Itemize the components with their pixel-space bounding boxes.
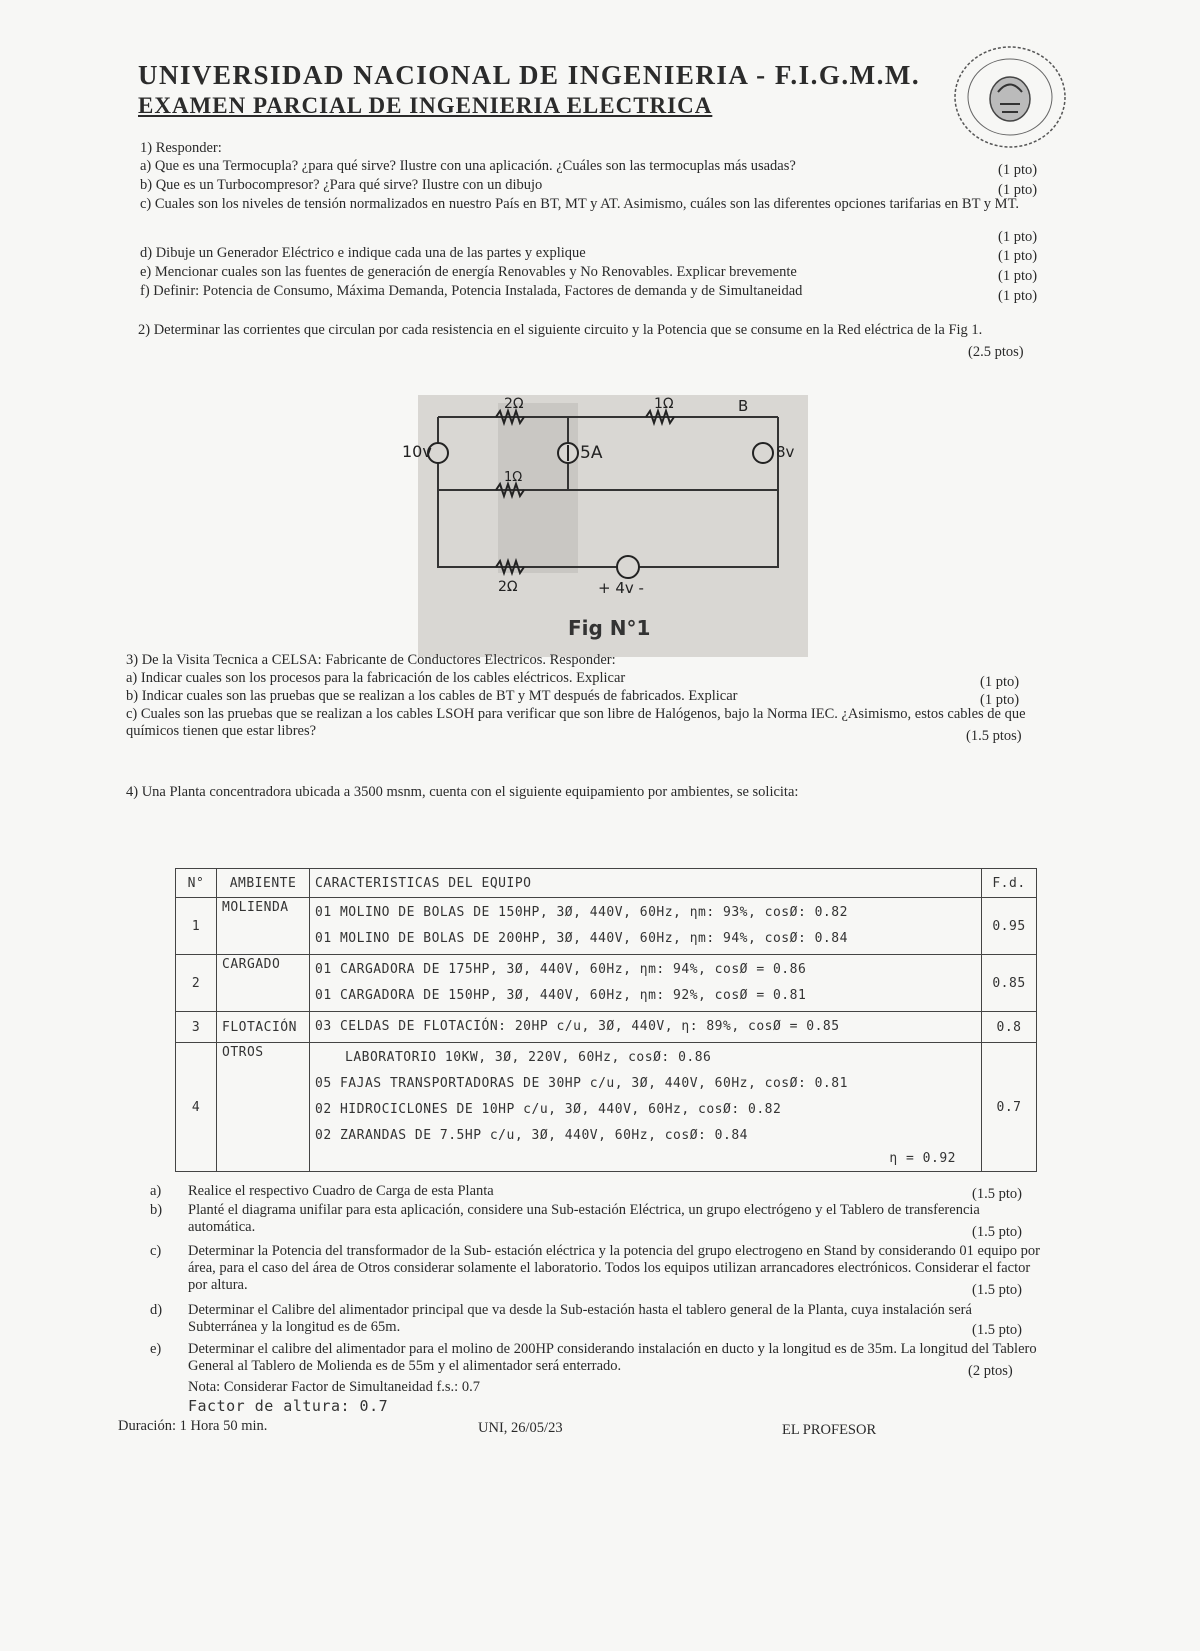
col-header-n: N°: [176, 869, 217, 898]
q3-points-a: (1 pto): [980, 674, 1020, 690]
row-equipos: [310, 1043, 982, 1172]
q3-item-c: c) Cuales son las pruebas que se realizan a los cables LSOH para verificar que son libre de Halógenos, bajo la Norma IEC. ¿Asimismo, estos cables de que químicos tienen que estar libres?: [126, 706, 1026, 739]
handwritten-altitude-factor: Factor de altura: 0.7: [188, 1397, 389, 1415]
equipment-table: [175, 868, 1037, 1172]
label-r-middle: 1Ω: [504, 470, 523, 485]
voltage-source-right: [753, 443, 773, 463]
row-number: 3: [176, 1012, 217, 1043]
equipment-line: LABORATORIO 10KW, 3Ø, 220V, 60Hz, cosØ: 0.86: [345, 1050, 712, 1065]
q4-label-b: b): [150, 1202, 163, 1218]
q4-points-d: (1.5 pto): [972, 1322, 1022, 1338]
q4-points-a: (1.5 pto): [972, 1186, 1022, 1202]
q1-item-b: b) Que es un Turbocompresor? ¿Para qué sirve? Ilustre con un dibujo: [140, 177, 543, 193]
row-fd: 0.8: [982, 1012, 1037, 1043]
q1-item-a: a) Que es una Termocupla? ¿para qué sirve? Ilustre con una aplicación. ¿Cuáles son las termocuplas más usadas?: [140, 158, 796, 174]
row-ambiente: MOLIENDA: [217, 898, 310, 955]
equipment-line: 02 HIDROCICLONES DE 10HP c/u, 3Ø, 440V, 60Hz, cosØ: 0.82: [315, 1102, 782, 1117]
row-number: 1: [176, 898, 217, 955]
label-r-top-right: 1Ω: [654, 396, 674, 412]
q3-item-a: a) Indicar cuales son los procesos para la fabricación de los cables eléctricos. Explicar: [126, 670, 626, 686]
exam-date: UNI, 26/05/23: [478, 1420, 563, 1436]
label-v-right: 8v: [776, 443, 795, 461]
col-header-ambiente: AMBIENTE: [217, 869, 310, 898]
label-r-bottom: 2Ω: [498, 579, 518, 595]
row-equipos: [310, 955, 982, 1012]
figure-caption: Fig N°1: [568, 616, 651, 640]
q1-item-c: c) Cuales son los niveles de tensión normalizados en nuestro País en BT, MT y AT. Asimismo, cuáles son las diferentes opciones tarifarias en BT y MT.: [140, 196, 1019, 212]
q4-label-a: a): [150, 1183, 162, 1199]
label-r-top-left: 2Ω: [504, 396, 524, 412]
row-number: 4: [176, 1043, 217, 1172]
q4-points-c: (1.5 pto): [972, 1282, 1022, 1298]
equipment-line: 05 FAJAS TRANSPORTADORAS DE 30HP c/u, 3Ø, 440V, 60Hz, cosØ: 0.81: [315, 1076, 848, 1091]
q3-points-b: (1 pto): [980, 692, 1020, 708]
q4-item-a: Realice el respectivo Cuadro de Carga de esta Planta: [188, 1183, 494, 1199]
q4-item-e: Determinar el calibre del alimentador para el molino de 200HP considerando instalación en ducto y la longitud es de 35m. La longitud del Tablero General al Tablero de Molienda es de 55m y el alimentador será enterrado.: [188, 1341, 1037, 1374]
q2-text: 2) Determinar las corrientes que circulan por cada resistencia en el siguiente circuito y la Potencia que se consume en la Red eléctrica de la Fig 1.: [138, 322, 983, 338]
q4-item-c: Determinar la Potencia del transformador de la Sub- estación eléctrica y la potencia del grupo electrogeno en Stand by considerando 01 equipo por área, para el caso del área de Otros considerar solamente el laboratorio. Todos los equipos utilizan arrancadores electrónicos. Considerar el factor por altura.: [188, 1243, 1040, 1293]
label-current-source: 5A: [580, 443, 603, 463]
q4-label-d: d): [150, 1302, 163, 1318]
q1-points-b: (1 pto): [998, 182, 1038, 198]
q1-item-d: d) Dibuje un Generador Eléctrico e indique cada una de las partes y explique: [140, 245, 586, 261]
table-row: [176, 1012, 1037, 1043]
q3-item-b: b) Indicar cuales son las pruebas que se realizan a los cables de BT y MT después de fabricados. Explicar: [126, 688, 738, 704]
label-v-bottom: + 4v -: [598, 579, 644, 597]
row-fd: 0.95: [982, 898, 1037, 955]
row-fd: 0.7: [982, 1043, 1037, 1172]
row-equipos: [310, 898, 982, 955]
university-seal-icon: [950, 42, 1070, 152]
efficiency-note: η = 0.92: [889, 1151, 956, 1166]
col-header-caracteristicas: CARACTERISTICAS DEL EQUIPO: [310, 869, 982, 898]
table-row: [176, 1043, 1037, 1172]
q4-intro: 4) Una Planta concentradora ubicada a 3500 msnm, cuenta con el siguiente equipamiento por ambientes, se solicita:: [126, 784, 799, 800]
row-equipos: [310, 1012, 982, 1043]
professor-signature-line: EL PROFESOR: [782, 1422, 877, 1438]
row-number: 2: [176, 955, 217, 1012]
q1-item-e: e) Mencionar cuales son las fuentes de generación de energía Renovables y No Renovables. Explicar brevemente: [140, 264, 797, 280]
q3-title: 3) De la Visita Tecnica a CELSA: Fabricante de Conductores Electricos. Responder:: [126, 652, 616, 668]
row-ambiente: CARGADO: [217, 955, 310, 1012]
q4-item-d: Determinar el Calibre del alimentador principal que va desde la Sub-estación hasta el tablero general de la Planta, cuya instalación será Subterránea y la longitud es de 65m.: [188, 1302, 972, 1335]
q1-points-c: (1 pto): [998, 229, 1038, 245]
equipment-line: 01 CARGADORA DE 150HP, 3Ø, 440V, 60Hz, ηm: 92%, cosØ = 0.81: [315, 988, 807, 1003]
q1-points-f: (1 pto): [998, 288, 1038, 304]
q4-item-b: Planté el diagrama unifilar para esta aplicación, considere una Sub-estación Eléctrica, un grupo electrógeno y el Tablero de transferencia automática.: [188, 1202, 980, 1235]
equipment-line: 01 MOLINO DE BOLAS DE 150HP, 3Ø, 440V, 60Hz, ηm: 93%, cosØ: 0.82: [315, 905, 848, 920]
q2-points: (2.5 ptos): [968, 344, 1024, 360]
row-ambiente: FLOTACIÓN: [217, 1012, 310, 1043]
exam-title: EXAMEN PARCIAL DE INGENIERIA ELECTRICA: [138, 93, 713, 118]
circuit-diagram: [402, 395, 808, 657]
table-header-row: [176, 869, 1037, 898]
q4-label-c: c): [150, 1243, 162, 1259]
q4-note: Nota: Considerar Factor de Simultaneidad f.s.: 0.7: [188, 1379, 480, 1395]
q4-points-e: (2 ptos): [968, 1363, 1013, 1379]
label-v-left: 10v: [402, 442, 432, 461]
q4-points-b: (1.5 pto): [972, 1224, 1022, 1240]
row-ambiente: OTROS: [217, 1043, 310, 1172]
university-title: UNIVERSIDAD NACIONAL DE INGENIERIA - F.I.G.M.M.: [138, 60, 921, 90]
table-row: [176, 898, 1037, 955]
q4-label-e: e): [150, 1341, 162, 1357]
label-node-b: B: [738, 397, 749, 415]
q1-points-d: (1 pto): [998, 248, 1038, 264]
exam-duration: Duración: 1 Hora 50 min.: [118, 1418, 268, 1434]
q1-item-f: f) Definir: Potencia de Consumo, Máxima Demanda, Potencia Instalada, Factores de demanda y de Simultaneidad: [140, 283, 803, 299]
q1-points-a: (1 pto): [998, 162, 1038, 178]
circuit-figure: [402, 395, 808, 657]
q1-title: 1) Responder:: [140, 140, 222, 156]
equipment-line: 02 ZARANDAS DE 7.5HP c/u, 3Ø, 440V, 60Hz, cosØ: 0.84: [315, 1128, 748, 1143]
equipment-line: 01 MOLINO DE BOLAS DE 200HP, 3Ø, 440V, 60Hz, ηm: 94%, cosØ: 0.84: [315, 931, 848, 946]
voltage-source-bottom: [617, 556, 639, 578]
col-header-fd: F.d.: [982, 869, 1037, 898]
table-row: [176, 955, 1037, 1012]
row-fd: 0.85: [982, 955, 1037, 1012]
q3-points-c: (1.5 ptos): [966, 728, 1022, 744]
q1-points-e: (1 pto): [998, 268, 1038, 284]
equipment-line: 03 CELDAS DE FLOTACIÓN: 20HP c/u, 3Ø, 440V, η: 89%, cosØ = 0.85: [315, 1019, 840, 1034]
equipment-line: 01 CARGADORA DE 175HP, 3Ø, 440V, 60Hz, ηm: 94%, cosØ = 0.86: [315, 962, 807, 977]
